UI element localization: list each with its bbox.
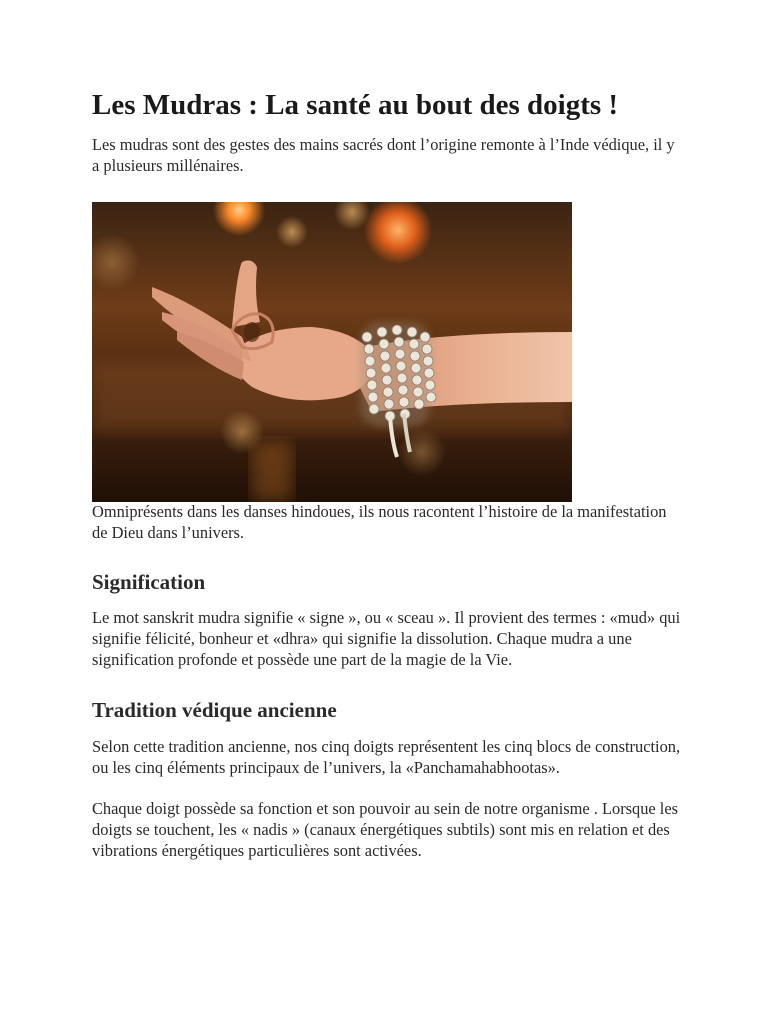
article-title: Les Mudras : La santé au bout des doigts ! bbox=[92, 89, 619, 121]
paragraph-signification: Le mot sanskrit mudra signifie « signe », ou « sceau ». Il provient des termes : «mud» qui signifie félicité, bonheur et «dhra» qui signifie la dissolution. Chaque mudra a une signification profonde et possède une part de la magie de la Vie. bbox=[92, 608, 681, 669]
hand-mudra-photo bbox=[92, 202, 572, 502]
photo-caption: Omniprésents dans les danses hindoues, ils nous racontent l’histoire de la manifestation de Dieu dans l’univers. bbox=[92, 502, 667, 542]
paragraph-tradition-elements: Selon cette tradition ancienne, nos cinq doigts représentent les cinq blocs de construction, ou les cinq éléments principaux de l’univers, la «Panchamahabhootas». bbox=[92, 737, 681, 777]
section-heading-signification: Signification bbox=[92, 570, 206, 595]
section-heading-tradition: Tradition védique ancienne bbox=[92, 698, 337, 723]
document-page bbox=[92, 88, 682, 861]
intro-paragraph: Les mudras sont des gestes des mains sacrés dont l’origine remonte à l’Inde védique, il y a plusieurs millénaires. bbox=[92, 135, 675, 175]
paragraph-tradition-fingers: Chaque doigt possède sa fonction et son pouvoir au sein de notre organisme . Lorsque les doigts se touchent, les « nadis » (canaux énergétiques subtils) sont mis en relation et des vibrations énergétiques particulières sont activées. bbox=[92, 799, 678, 860]
